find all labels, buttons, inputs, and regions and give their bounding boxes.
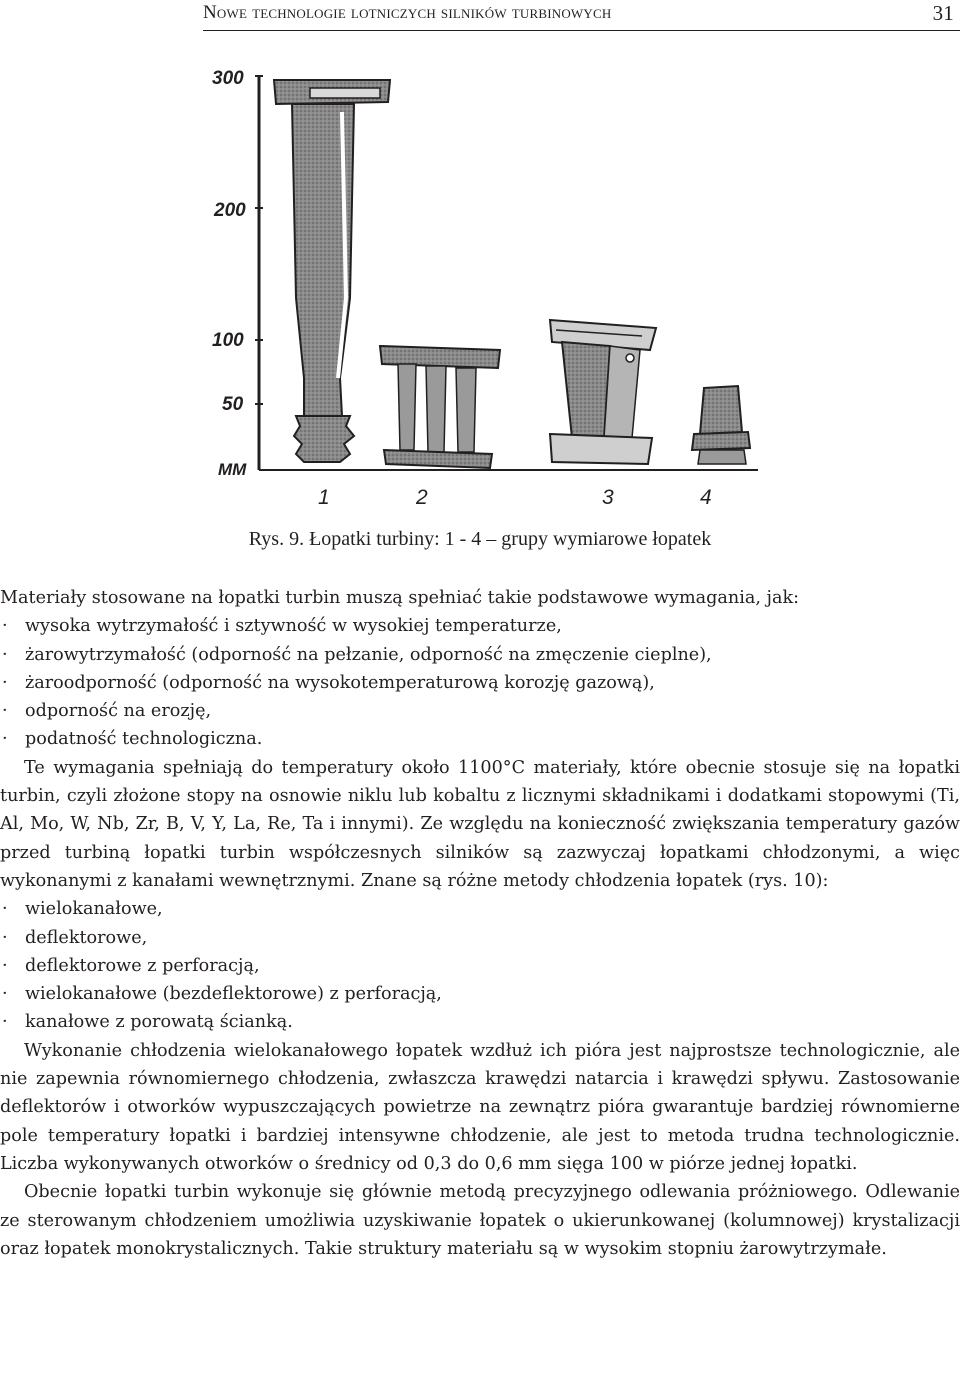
- casting-paragraph: Obecnie łopatki turbin wykonuje się głównie metodą precyzyjnego odlewania próżniowego. Odlewanie ze sterowanym chłodzeniem umożliwia uzyskiwanie łopatek o ukierunkowanej (kolumnowej) krystalizacji oraz łopatek monokrystalicznych. Takie struktury materiału są w wysokim stopniu żarowytrzymałe.: [0, 1182, 960, 1259]
- figure-caption: Rys. 9. Łopatki turbiny: 1 - 4 – grupy wymiarowe łopatek: [248, 528, 712, 550]
- group-label-3: 3: [602, 486, 614, 509]
- scale-label-100: 100: [212, 330, 244, 351]
- scale-label-200: 200: [214, 200, 246, 221]
- turbine-blades-drawing: [200, 58, 760, 523]
- list-item: · odporność na erozję,: [0, 697, 960, 725]
- cooling-methods-list: [0, 895, 960, 1036]
- list-item: · wielokanałowe (bezdeflektorowe) z perforacją,: [0, 980, 960, 1008]
- list-item: · deflektorowe,: [0, 924, 960, 952]
- cooling-paragraph: Wykonanie chłodzenia wielokanałowego łopatek wzdłuż ich pióra jest najprostsze technologicznie, ale nie zapewnia równomiernego chłodzenia, zwłaszcza krawędzi natarcia i krawędzi spływu. Zastosowanie deflektorów i otworków wypuszczających powietrze na zewnątrz pióra gwarantuje bardziej równomierne pole temperatury łopatki i bardziej intensywne chłodzenie, ale jest to metoda trudna technologicznie. Liczba wykonywanych otworków o średnicy od 0,3 do 0,6 mm sięga 100 w piórze jednej łopatki.: [0, 1040, 960, 1174]
- blade-1: [274, 80, 390, 462]
- blade-3: [550, 320, 656, 464]
- list-item: · wysoka wytrzymałość i sztywność w wysokiej temperaturze,: [0, 612, 960, 640]
- page-number: 31: [932, 1, 954, 25]
- turbine-blades-figure: [200, 58, 760, 523]
- list-item: · żarowytrzymałość (odporność na pełzanie, odporność na zmęczenie cieplne),: [0, 641, 960, 669]
- intro-paragraph: Materiały stosowane na łopatki turbin muszą spełniać takie podstawowe wymagania, jak:: [0, 588, 800, 608]
- list-item: · wielokanałowe,: [0, 895, 960, 923]
- scale-label-50: 50: [222, 394, 244, 415]
- blade-2: [380, 346, 500, 468]
- header-title: Nowe technologie lotniczych silników turbinowych: [203, 2, 612, 23]
- list-item: · żaroodporność (odporność na wysokotemperaturową korozję gazową),: [0, 669, 960, 697]
- scale-label-300: 300: [212, 68, 244, 89]
- running-header: [203, 0, 960, 31]
- scale-unit-label: MM: [218, 460, 247, 479]
- requirements-list: [0, 612, 960, 753]
- group-label-2: 2: [416, 486, 428, 509]
- group-label-1: 1: [318, 486, 330, 509]
- body-text: [0, 584, 960, 1263]
- list-item: · deflektorowe z perforacją,: [0, 952, 960, 980]
- materials-paragraph: Te wymagania spełniają do temperatury około 1100°C materiały, które obecnie stosuje się na łopatki turbin, czyli złożone stopy na osnowie niklu lub kobaltu z licznymi składnikami i dodatkami stopowymi (Ti, Al, Mo, W, Nb, Zr, B, V, Y, La, Re, Ta i innymi). Ze względu na konieczność zwiększania temperatury gazów przed turbiną łopatki turbin współczesnych silników są zazwyczaj łopatkami chłodzonymi, a więc wykonanymi z kanałami wewnętrznymi. Znane są różne metody chłodzenia łopatek (rys. 10):: [0, 757, 960, 891]
- list-item: · podatność technologiczna.: [0, 725, 960, 753]
- list-item: · kanałowe z porowatą ścianką.: [0, 1008, 960, 1036]
- group-label-4: 4: [700, 486, 712, 509]
- blade-4: [692, 386, 750, 464]
